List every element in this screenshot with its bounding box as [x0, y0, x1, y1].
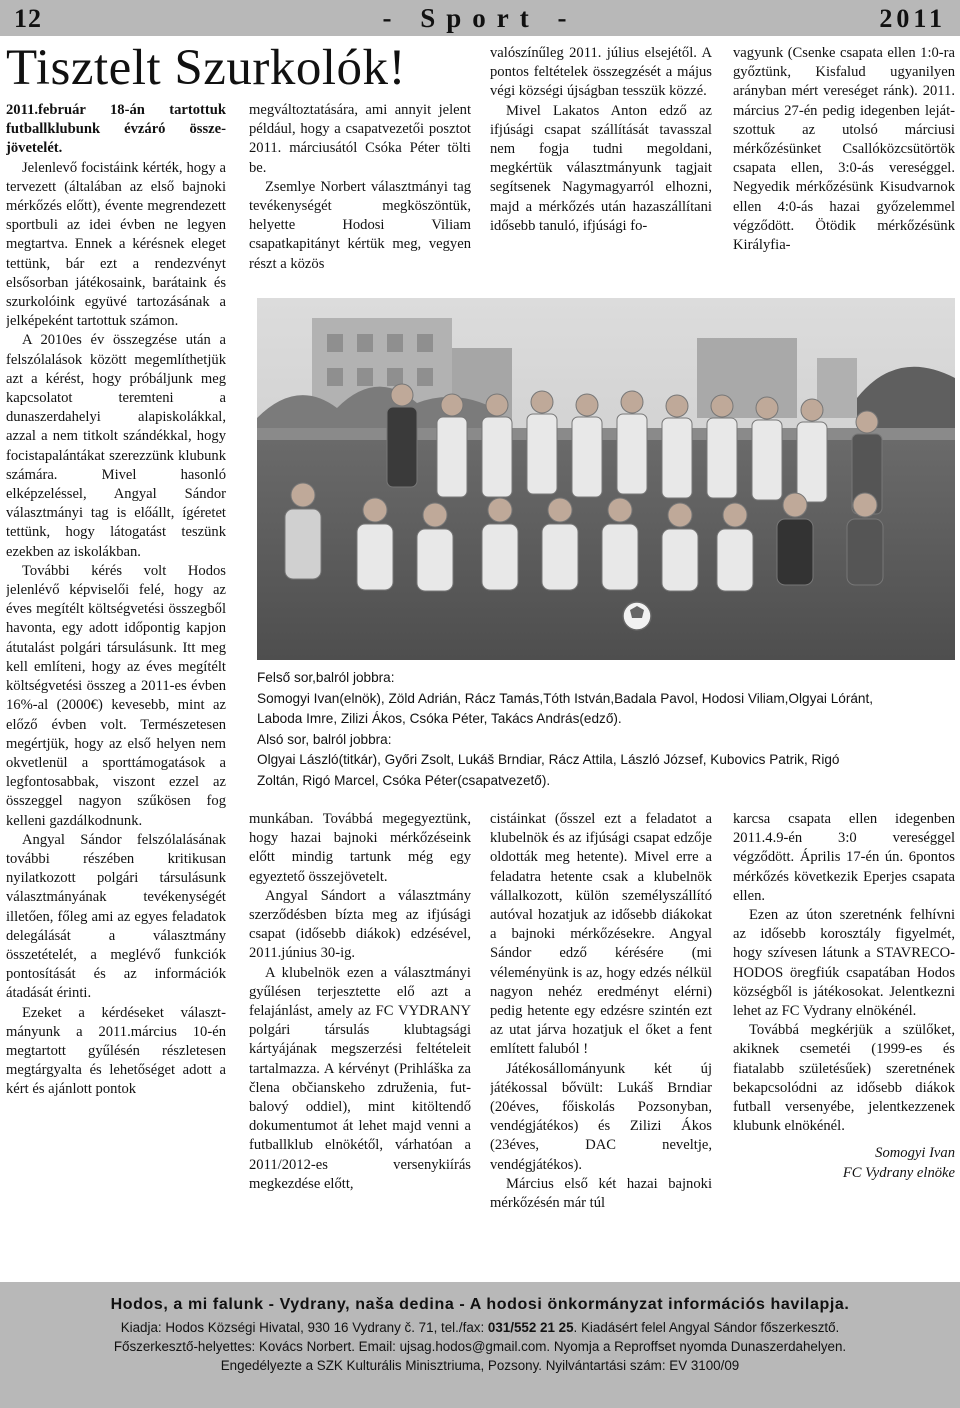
- article-paragraph: A 2010es év összegzése után a felszólalások között megemlíthetjük azt a kérést, hogy próbáljunk meg kapcsolatot teremteni a dunaszerdahelyi alapiskolákkal, azzal a nem titkolt szándékkal, hogy focistapalántákat szerezzünk klubunk számára. Mivel hasonló elképzeléssel, Angyal Sándor választmányi tag is előállt, ígéretet tettünk, hogy látogatást teszünk ezekben az iskolákban.: [6, 332, 226, 560]
- article-paragraph: Zsemlye Norbert választmányi tag tevékenységét megköszöntük, helyette Hodosi Viliam csapatkapitányt kértük meg, vegyen részt a közös: [249, 178, 471, 272]
- footer-deputy-line: Főszerkesztő-helyettes: Kovács Norbert. Email: ujsag.hodos@gmail.com. Nyomja a Reproffset nyomda Dunaszerdahelyen.: [113, 1339, 847, 1354]
- article-paragraph: Jelenlevő focistáink kérték, hogy a tervezett (általában az első bajnoki mérkőzés előtt), évente megrendezett sportbuli az idei évben ne legyen megtartva. Ennek a kérésnek eleget tettünk, bár ezt a rendezvényt elsősorban játékosaink, barátaink és szurkolóink együvé tartozásának a jelképeként tartottuk számon.: [6, 159, 226, 330]
- footer-publisher-text: Kiadja: Hodos Községi Hivatal, 930 16 Vydrany č. 71, tel./fax:: [120, 1320, 488, 1335]
- page-number: 12: [14, 4, 42, 33]
- footer-editor-text: . Kiadásért felel Angyal Sándor főszerkesztő.: [573, 1320, 840, 1335]
- article-paragraph: valószínűleg 2011. július elsejétől. A pontos feltételek összegzését a május végi községi újságban tesszük közzé.: [490, 45, 712, 100]
- article-column-4-bottom: [733, 810, 955, 1272]
- caption-line: Laboda Imre, Zilizi Ákos, Csóka Péter, Takács András(edző).: [257, 711, 622, 727]
- footer-phone: 031/552 21 25: [487, 1320, 574, 1335]
- article-paragraph: Ezen az úton szeretnénk felhívni az idősebb korosztály figyelmét, hogy szívesen látunk a STAVRECO-HODOS öregfiúk csapatában Hodos községből is játékosokat. Jelentkezni lehet az FC Vydrany elnökénél.: [733, 907, 955, 1020]
- article-paragraph: Március első két hazai bajnoki mérkőzésén már túl: [490, 1175, 712, 1212]
- article-column-3-top: [490, 44, 712, 292]
- article-paragraph: Angyal Sándort a választmány szerződésben bízta meg az ifjúsági csapat (idősebb diákok) edzésével, 2011.június 30-ig.: [249, 887, 471, 962]
- team-photo: [257, 298, 955, 660]
- article-paragraph: A klubelnök ezen a választmányi gyűlésen terjesztette elő azt a felajánlást, amely az FC VYDRANY polgári társulás klubtagsági kártyájának megszerzési feltételeit tartalmazza. A kérvényt (Prihláška za člena občianskeho združenia, futbalový oddiel), mint kitöltendő dokumentumot át lehet majd venni a futballklub elnökétől, várhatóan a 2011/2012-es versenykiírás megkezdése előtt,: [249, 964, 471, 1192]
- footer-registration-line: Engedélyezte a SZK Kulturális Minisztriuma, Pozsony. Nyilvántartási szám: EV 3100/09: [220, 1358, 740, 1373]
- article-column-2-bottom: [249, 810, 471, 1272]
- caption-line: Felső sor,balról jobbra:: [257, 670, 395, 685]
- article-column-4-top: [733, 44, 955, 292]
- caption-line: Somogyi Ivan(elnök), Zöld Adrián, Rácz Tamás,Tóth István,Badala Pavol, Hodosi Viliam,Olgyai Lóránt,: [257, 690, 874, 706]
- article-paragraph: karcsa csapata ellen idegenben 2011.4.9-én 3:0 vereséggel végződött. Április 17-én ún. 6pontos mérkőzés következik Eperjes csapata ellen.: [733, 811, 955, 904]
- issue-year: 2011: [879, 4, 946, 33]
- caption-line: Alsó sor, balról jobbra:: [257, 731, 392, 747]
- article-paragraph: megváltoztatására, ami annyit jelent például, hogy a csapatvezetői posztot 2011. márciusától Csóka Péter tölti be.: [249, 102, 471, 176]
- footer-publisher-line: [0, 1318, 960, 1337]
- signature-title: FC Vydrany elnöke: [842, 1164, 955, 1181]
- article-column-3-bottom: [490, 810, 712, 1272]
- article-column-2-top: [249, 101, 471, 291]
- article-paragraph: munkában. Továbbá megegyeztünk, hogy hazai bajnoki mérkőzéseink előtt mindig tartunk még egy egyeztető összejövetelt.: [249, 811, 471, 885]
- article-paragraph: Játékosállományunk két új játékossal bővült: Lukáš Brndiar (20éves, főiskolás Pozsonyban, vendégjátékos) és Zilizi Ákos (23éves, DAC neveltje, vendégjátékos).: [490, 1060, 712, 1173]
- page-footer: [0, 1282, 960, 1408]
- footer-title: Hodos, a mi falunk - Vydrany, naša dedina - A hodosi önkormányzat információs havilapja.: [110, 1296, 850, 1313]
- article-title: Tisztelt Szurkolók!: [6, 40, 407, 96]
- article-paragraph: vagyunk (Csenke csapata ellen 1:0-ra győztünk, Kisfalud ugyanilyen arányban mért vereséget ránk). 2011. március 27-én pedig idegenben lejátszottuk az utolsó márciusi mérkőzésünket Csallóközcsütörtök csapata ellen, 3:0-ás vereséggel. Negyedik mérkőzésünk Kisudvarnok ellen 4:0-ás hazai győzelemmel végződött. Ötödik mérkőzésünk Királyfia-: [733, 45, 955, 254]
- article-paragraph: cistáinkat (ősszel ezt a feladatot a klubelnök és az ifjúsági csapat edzője oldották meg hetente). Mivel erre a feladatra hetente csak a klubelnök vállalkozott, külön személyszállító autóval hozatjuk az idősebb diákokat a bajnoki mérkőzésekre. Angyal Sándor edző kérésére (mi véleményünk is az, hogy edzés nélkül nagyon nehéz eredményt elérni) pedig hetente egy edzésre szintén ezt az utat járva hozatjuk el őket a fent említett faluból !: [490, 811, 712, 1058]
- article-paragraph: Mivel Lakatos Anton edző az ifjúsági csapat szállítását tavasszal nem fogja tudni megoldani, megkértük választmányunk tagjait segítsenek Nagymagyarról elhozni, majd a mérkőzés után hazaszállítani idősebb tanuló, ifjúsági fo-: [490, 102, 712, 234]
- caption-line: Zoltán, Rigó Marcel, Csóka Péter(csapatvezető).: [257, 772, 551, 788]
- article-paragraph: Ezeket a kérdéseket választmányunk a 2011.március 10-én megtartott gyűlésén részletesen megtárgyalta és lehetőséget adott a kért és ajánlott pontok: [6, 1004, 226, 1098]
- page-header: [0, 0, 960, 36]
- article-lead: 2011.február 18-án tartottuk futballklubunk évzáró összejövetelét.: [6, 102, 226, 157]
- article-paragraph: Továbbá megkérjük a szülőket, akiknek csemetéi (1999-es és fiatalabb születésűek) szeretnének bekapcsolódni az idősebb diákok futball versenyébe, jelentkezzenek klubunk elnökénél.: [733, 1022, 955, 1135]
- section-title: - Sport -: [382, 3, 578, 33]
- team-photo-image: [257, 298, 955, 660]
- signature-name: Somogyi Ivan: [875, 1145, 955, 1162]
- article-paragraph: További kérés volt Hodos jelenlévő képviselői felé, hogy az éves megítélt költségvetési összegből havonta, egy adott időpontig kapjon átutalást polgári társulásunk. Itt meg kell említeni, hogy az éves megítélt költségvetési összeg a 2011-es évben 16%-al (2000€) kevesebb, mint az előző évben volt. Természetesen megértjük, hogy az első helyen nem okvetlenül a sporttámogatások a legfontosabbak, viszont ezzel az összeggel nagyon szűkösen fog kelleni gazdálkodnunk.: [6, 562, 226, 829]
- caption-line: Olgyai László(titkár), Győri Zsolt, Lukáš Brndiar, Rácz Attila, László József, Kubovics Patrik, Rigó: [257, 752, 840, 768]
- article-column-1: [6, 101, 226, 1274]
- photo-caption: [257, 668, 957, 792]
- article-paragraph: Angyal Sándor felszólalásának további részében kritikusan nyilatkozott polgári társulásunk választmányának tevékenységét illetően, főleg ami az egyes feladatok delegálását a választmány összetételét, a meglévő funkciók pontosítását és az információk átadását érinti.: [6, 831, 226, 1002]
